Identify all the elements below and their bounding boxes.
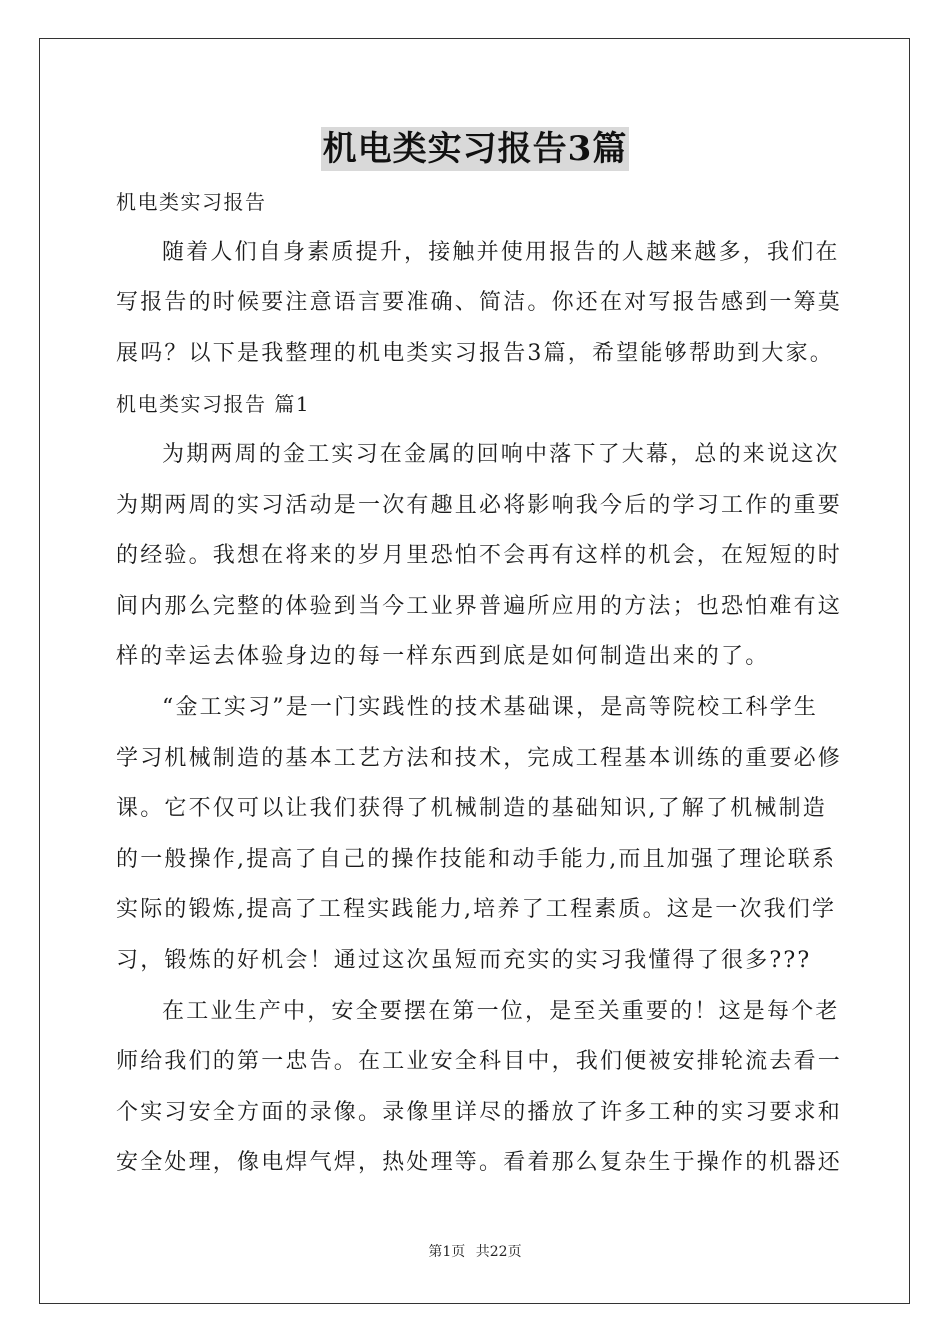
page-footer <box>0 1241 950 1261</box>
paragraph-line: 随着人们自身素质提升，接触并使用报告的人越来越多，我们在 <box>162 239 840 265</box>
section-heading: 机电类实习报告 <box>116 190 267 214</box>
paragraph-line: 的一般操作,提高了自己的操作技能和动手能力,而且加强了理论联系 <box>116 846 837 872</box>
section-heading: 机电类实习报告 篇1 <box>116 392 311 417</box>
document-title: 机电类实习报告3篇 <box>322 129 628 169</box>
paragraph-line: 样的幸运去体验身边的每一样东西到底是如何制造出来的了。 <box>116 644 770 670</box>
paragraph-line: 的经验。我想在将来的岁月里恐怕不会再有这样的机会，在短短的时 <box>116 543 843 569</box>
paragraph-line: 展吗？以下是我整理的机电类实习报告3篇，希望能够帮助到大家。 <box>116 340 834 366</box>
paragraph-line: 为期两周的金工实习在金属的回响中落下了大幕，总的来说这次 <box>162 441 840 467</box>
paragraph-line: 安全处理，像电焊气焊，热处理等。看着那么复杂生于操作的机器还 <box>116 1150 843 1176</box>
page-number: 第1页 <box>428 1244 466 1260</box>
paragraph-line: 课。它不仅可以让我们获得了机械制造的基础知识,了解了机械制造 <box>116 796 827 822</box>
document-body <box>116 177 843 1189</box>
paragraph-line: 间内那么完整的体验到当今工业界普遍所应用的方法；也恐怕难有这 <box>116 593 843 619</box>
paragraph-line: 学习机械制造的基本工艺方法和技术，完成工程基本训练的重要必修 <box>116 745 843 771</box>
paragraph-line: 为期两周的实习活动是一次有趣且必将影响我今后的学习工作的重要 <box>116 492 843 518</box>
paragraph-line: “金工实习”是一门实践性的技术基础课，是高等院校工科学生 <box>162 694 819 720</box>
paragraph-line: 师给我们的第一忠告。在工业安全科目中，我们便被安排轮流去看一 <box>116 1049 843 1075</box>
page-total: 共22页 <box>475 1244 522 1260</box>
paragraph-line: 写报告的时候要注意语言要准确、简洁。你还在对写报告感到一筹莫 <box>116 290 843 316</box>
title-container <box>0 127 950 171</box>
paragraph-line: 习，锻炼的好机会！通过这次虽短而充实的实习我懂得了很多??? <box>116 947 812 973</box>
paragraph-line: 实际的锻炼,提高了工程实践能力,培养了工程素质。这是一次我们学 <box>116 897 837 923</box>
paragraph-line: 在工业生产中，安全要摆在第一位，是至关重要的！这是每个老 <box>162 998 840 1024</box>
paragraph-line: 个实习安全方面的录像。录像里详尽的播放了许多工种的实习要求和 <box>116 1099 843 1125</box>
